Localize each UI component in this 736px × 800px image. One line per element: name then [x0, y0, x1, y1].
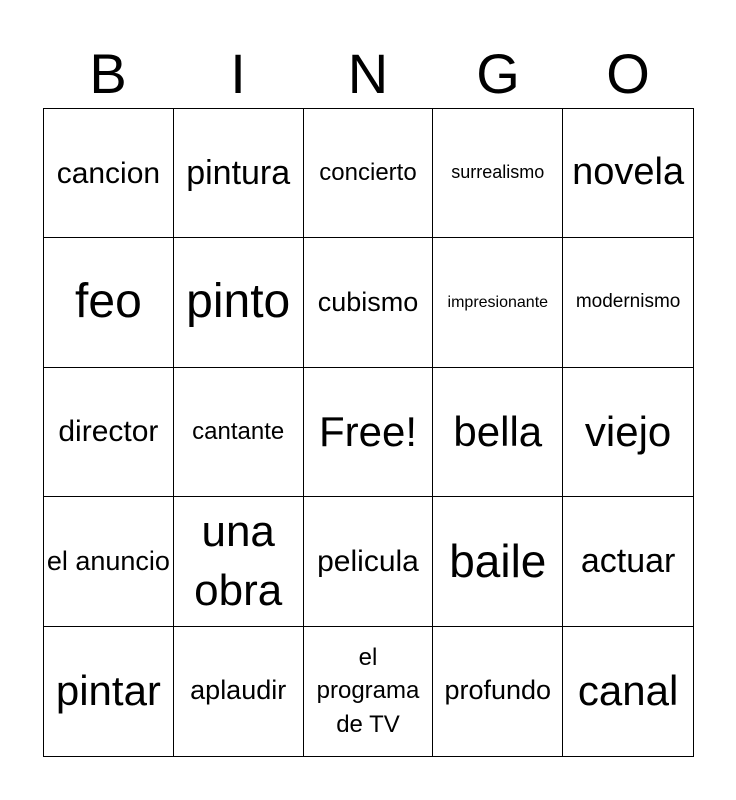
header-letter-i: I — [230, 42, 246, 105]
bingo-cell: pintar — [44, 627, 174, 756]
bingo-cell: profundo — [433, 627, 563, 756]
bingo-cell: cantante — [174, 368, 304, 497]
bingo-cell: canal — [577, 667, 679, 715]
bingo-cell: modernismo — [563, 238, 693, 367]
bingo-cell: baile — [433, 497, 563, 626]
bingo-cell: cancion — [44, 109, 174, 238]
bingo-cell: pinto — [174, 238, 304, 367]
bingo-board — [43, 108, 694, 757]
bingo-cell: el programa de TV — [304, 627, 434, 756]
bingo-cell: pelicula — [304, 497, 434, 626]
bingo-cell free-space: Free! — [304, 368, 434, 497]
bingo-cell: director — [44, 368, 174, 497]
header-letter-b: B — [89, 42, 127, 105]
header-letter-g: G — [476, 42, 520, 105]
bingo-cell: surrealismo — [433, 109, 563, 238]
bingo-cell: pintura — [174, 109, 304, 238]
bingo-cell: viejo — [563, 368, 693, 497]
bingo-cell: concierto — [304, 109, 434, 238]
bingo-cell: cubismo — [304, 238, 434, 367]
header-letter-o: O — [606, 42, 650, 105]
bingo-cell: una obra — [174, 497, 304, 626]
bingo-header — [43, 40, 693, 108]
bingo-cell: aplaudir — [174, 627, 304, 756]
bingo-cell: el anuncio — [44, 497, 174, 626]
header-letter-n: N — [347, 42, 389, 105]
bingo-cell: actuar — [563, 497, 693, 626]
bingo-cell: feo — [44, 238, 174, 367]
bingo-cell: novela — [563, 109, 693, 238]
bingo-cell: impresionante — [433, 238, 563, 367]
bingo-cell: bella — [433, 368, 563, 497]
